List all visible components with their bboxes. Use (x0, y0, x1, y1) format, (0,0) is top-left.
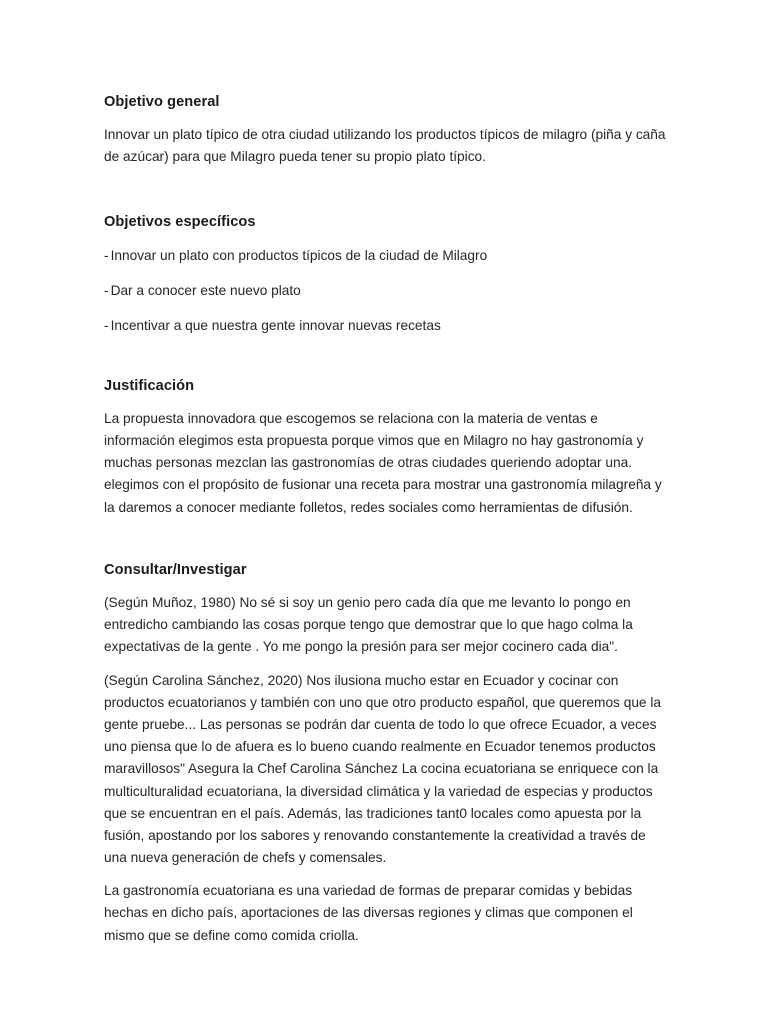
heading-objetivos-especificos: Objetivos específicos (104, 213, 256, 230)
document-body (104, 93, 666, 947)
list-item-label: Dar a conocer este nuevo plato (110, 282, 301, 298)
spacer (104, 111, 666, 124)
spacer (104, 231, 666, 245)
paragraph-objetivo-general: Innovar un plato típico de otra ciudad utilizando los productos típicos de milagro (piña y caña de azúcar) para que Milagro pueda tener su propio plato típico. (104, 127, 666, 165)
list-item-label: Incentivar a que nuestra gente innovar nuevas recetas (110, 317, 441, 333)
list-item-label: Innovar un plato con productos típicos de la ciudad de Milagro (110, 247, 488, 263)
paragraph-quote-munoz: (Según Muñoz, 1980) No sé si soy un genio pero cada día que me levanto lo pongo en entredicho cambiando las cosas porque tengo que demostrar que lo que hago colma la expectativas de la gente . Yo me pongo la presión para ser mejor cocinero cada dia". (104, 595, 633, 655)
heading-consultar-investigar: Consultar/Investigar (104, 561, 247, 578)
spacer (104, 169, 666, 213)
heading-objetivo-general: Objetivo general (104, 94, 220, 110)
spacer (104, 267, 666, 280)
spacer (104, 337, 666, 377)
spacer (104, 869, 666, 880)
bullet-marker: - (104, 317, 109, 333)
heading-justificacion: Justificación (104, 377, 195, 394)
paragraph-quote-sanchez: (Según Carolina Sánchez, 2020) Nos ilusiona mucho estar en Ecuador y cocinar con productos ecuatorianos y también con uno que otro producto español, que queremos que la gente pruebe... Las personas se podrán dar cuenta de todo lo que ofrece Ecuador, a veces uno piensa que lo de afuera es lo bueno cuando realmente en Ecuador tenemos productos maravillosos" Asegura la Chef Carolina Sánchez La cocina ecuatoriana se enriquece con la multiculturalidad ecuatoriana, la diversidad climática y la variedad de especias y productos que se encuentran en el país. Además, las tradiciones tant0 locales como apuesta por la fusión, apostando por los sabores y renovando constantemente la creatividad a través de una nueva generación de chefs y comensales. (104, 672, 661, 866)
list-item (104, 245, 666, 267)
spacer (104, 579, 666, 592)
spacer (104, 302, 666, 315)
spacer (104, 659, 666, 670)
paragraph-justificacion: La propuesta innovadora que escogemos se relaciona con la materia de ventas e información elegimos esta propuesta porque vimos que en Milagro no hay gastronomía y muchas personas mezclan las gastronomías de otras ciudades queriendo adoptar una. elegimos con el propósito de fusionar una receta para mostrar una gastronomía milagreña y la daremos a conocer mediante folletos, redes sociales como herramientas de difusión. (104, 410, 662, 515)
list-item (104, 315, 666, 337)
spacer (104, 519, 666, 561)
paragraph-gastronomia-ecuatoriana: La gastronomía ecuatoriana es una variedad de formas de preparar comidas y bebidas hechas en dicho país, aportaciones de las diversas regiones y climas que componen el mismo que se define como comida criolla. (104, 883, 633, 943)
spacer (104, 395, 666, 408)
bullet-marker: - (104, 282, 109, 298)
bullet-marker: - (104, 247, 109, 263)
list-item (104, 280, 666, 302)
